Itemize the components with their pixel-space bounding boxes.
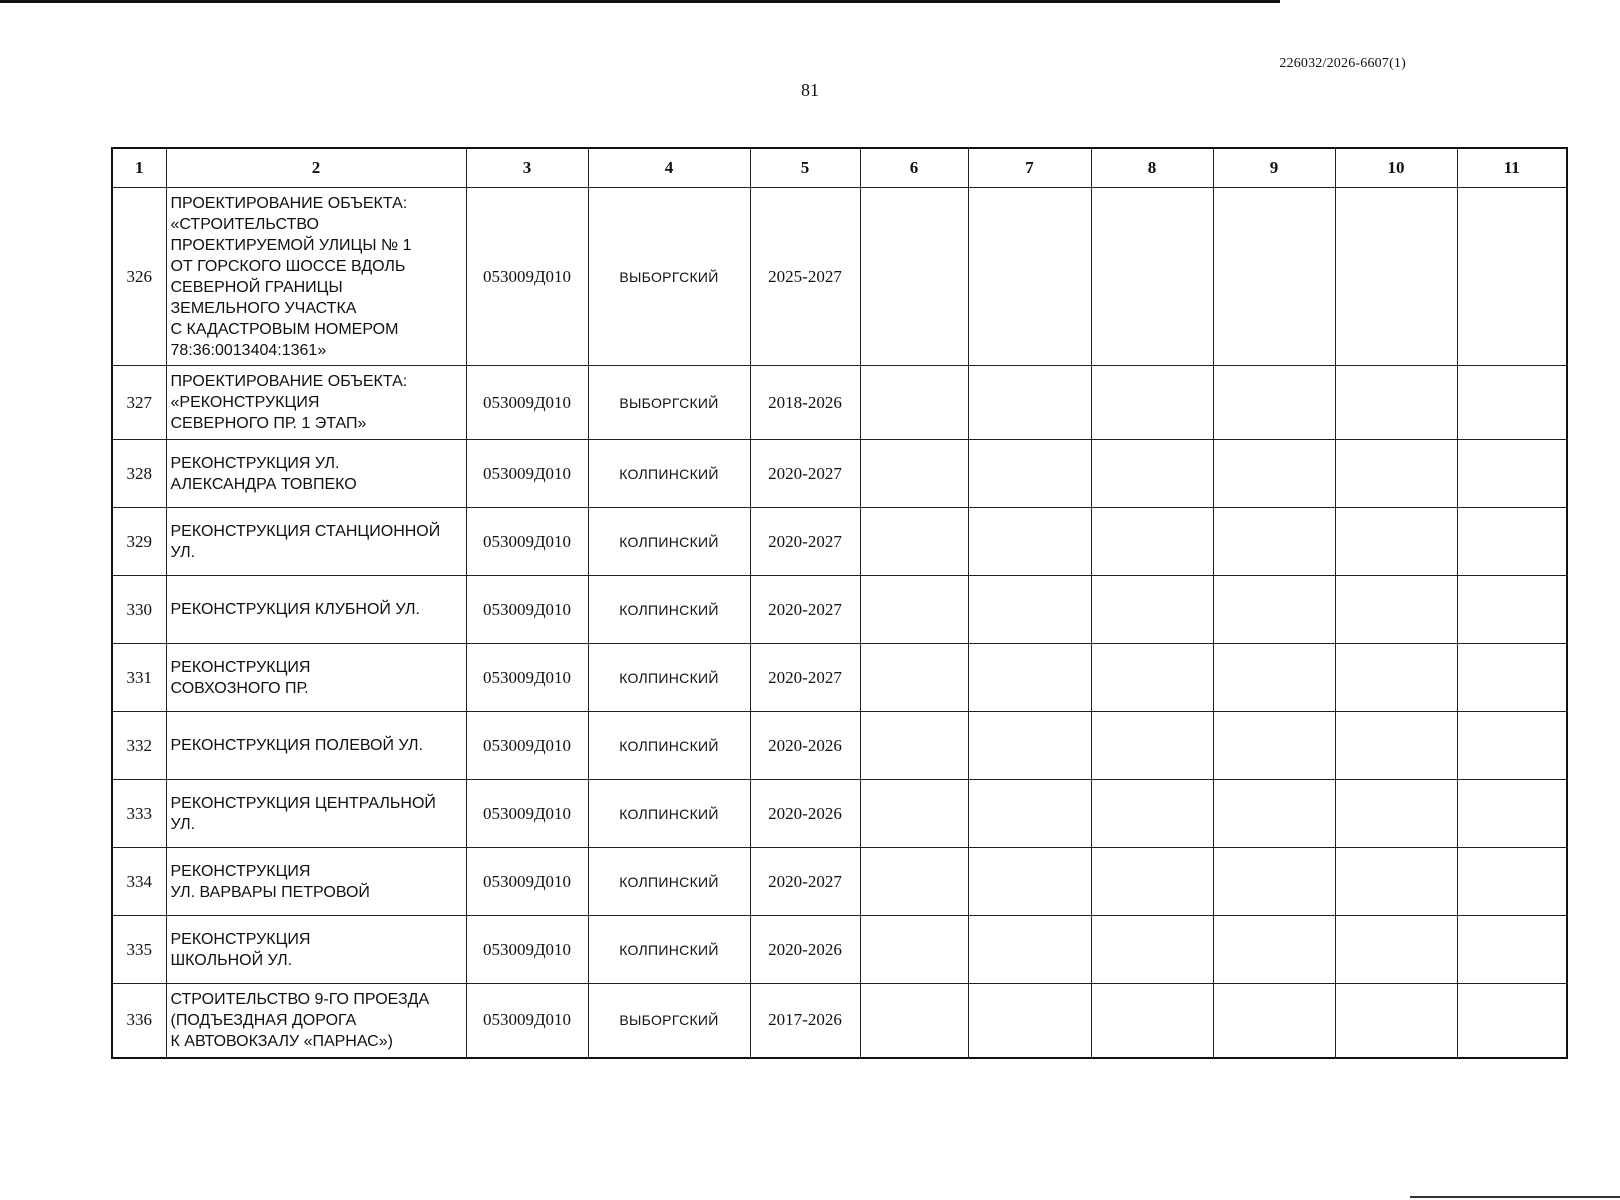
- table-row: [112, 780, 1567, 848]
- header-row: [112, 148, 1567, 188]
- column-header-5: 5: [750, 148, 860, 188]
- empty-cell: [1335, 188, 1457, 366]
- row-number: 331: [112, 644, 166, 712]
- budget-code: 053009Д010: [466, 644, 588, 712]
- empty-cell: [1091, 780, 1213, 848]
- period: 2020-2026: [750, 916, 860, 984]
- empty-cell: [968, 984, 1091, 1058]
- table-row: [112, 576, 1567, 644]
- budget-code: 053009Д010: [466, 508, 588, 576]
- district: КОЛПИНСКИЙ: [588, 576, 750, 644]
- object-name: РЕКОНСТРУКЦИЯ ПОЛЕВОЙ УЛ.: [166, 712, 466, 780]
- column-header-9: 9: [1213, 148, 1335, 188]
- empty-cell: [1457, 508, 1567, 576]
- empty-cell: [1457, 780, 1567, 848]
- row-number: 332: [112, 712, 166, 780]
- empty-cell: [860, 188, 968, 366]
- works-table: [111, 147, 1568, 1059]
- table-row: [112, 916, 1567, 984]
- table-row: [112, 366, 1567, 440]
- empty-cell: [1457, 916, 1567, 984]
- empty-cell: [1213, 366, 1335, 440]
- empty-cell: [1213, 440, 1335, 508]
- object-name: СТРОИТЕЛЬСТВО 9-ГО ПРОЕЗДА (ПОДЪЕЗДНАЯ ДОРОГА К АВТОВОКЗАЛУ «ПАРНАС»): [166, 984, 466, 1058]
- empty-cell: [968, 712, 1091, 780]
- column-header-10: 10: [1335, 148, 1457, 188]
- page-number: 81: [801, 80, 819, 100]
- empty-cell: [860, 366, 968, 440]
- empty-cell: [968, 508, 1091, 576]
- budget-code: 053009Д010: [466, 576, 588, 644]
- empty-cell: [968, 440, 1091, 508]
- period: 2020-2027: [750, 848, 860, 916]
- district: КОЛПИНСКИЙ: [588, 848, 750, 916]
- empty-cell: [1335, 780, 1457, 848]
- row-number: 330: [112, 576, 166, 644]
- budget-code: 053009Д010: [466, 366, 588, 440]
- budget-code: 053009Д010: [466, 984, 588, 1058]
- row-number: 328: [112, 440, 166, 508]
- column-header-11: 11: [1457, 148, 1567, 188]
- empty-cell: [968, 916, 1091, 984]
- empty-cell: [860, 848, 968, 916]
- budget-code: 053009Д010: [466, 780, 588, 848]
- period: 2020-2027: [750, 508, 860, 576]
- district: КОЛПИНСКИЙ: [588, 712, 750, 780]
- column-header-7: 7: [968, 148, 1091, 188]
- empty-cell: [1335, 984, 1457, 1058]
- empty-cell: [968, 576, 1091, 644]
- empty-cell: [968, 848, 1091, 916]
- table-row: [112, 984, 1567, 1058]
- column-header-3: 3: [466, 148, 588, 188]
- empty-cell: [1335, 440, 1457, 508]
- object-name: РЕКОНСТРУКЦИЯ УЛ. АЛЕКСАНДРА ТОВПЕКО: [166, 440, 466, 508]
- period: 2018-2026: [750, 366, 860, 440]
- empty-cell: [860, 440, 968, 508]
- empty-cell: [1091, 508, 1213, 576]
- empty-cell: [1335, 916, 1457, 984]
- period: 2020-2026: [750, 780, 860, 848]
- empty-cell: [1457, 712, 1567, 780]
- empty-cell: [1091, 712, 1213, 780]
- period: 2020-2027: [750, 440, 860, 508]
- document-number: 226032/2026-6607(1): [1279, 56, 1406, 71]
- district: КОЛПИНСКИЙ: [588, 440, 750, 508]
- object-name: ПРОЕКТИРОВАНИЕ ОБЪЕКТА: «РЕКОНСТРУКЦИЯ СЕВЕРНОГО ПР. 1 ЭТАП»: [166, 366, 466, 440]
- table-row: [112, 188, 1567, 366]
- district: КОЛПИНСКИЙ: [588, 916, 750, 984]
- empty-cell: [1091, 188, 1213, 366]
- empty-cell: [1213, 188, 1335, 366]
- empty-cell: [1457, 848, 1567, 916]
- empty-cell: [1213, 712, 1335, 780]
- top-border-line: [0, 0, 1280, 3]
- row-number: 326: [112, 188, 166, 366]
- period: 2025-2027: [750, 188, 860, 366]
- district: ВЫБОРГСКИЙ: [588, 366, 750, 440]
- empty-cell: [860, 712, 968, 780]
- empty-cell: [1091, 916, 1213, 984]
- district: ВЫБОРГСКИЙ: [588, 984, 750, 1058]
- district: КОЛПИНСКИЙ: [588, 508, 750, 576]
- period: 2020-2026: [750, 712, 860, 780]
- empty-cell: [860, 916, 968, 984]
- column-header-1: 1: [112, 148, 166, 188]
- period: 2017-2026: [750, 984, 860, 1058]
- object-name: ПРОЕКТИРОВАНИЕ ОБЪЕКТА: «СТРОИТЕЛЬСТВО ПРОЕКТИРУЕМОЙ УЛИЦЫ № 1 ОТ ГОРСКОГО ШОССЕ ВДОЛЬ СЕВЕРНОЙ ГРАНИЦЫ ЗЕМЕЛЬНОГО УЧАСТКА С КАДАСТРОВЫМ НОМЕРОМ 78:36:0013404:1361»: [166, 188, 466, 366]
- empty-cell: [1213, 916, 1335, 984]
- empty-cell: [1213, 984, 1335, 1058]
- column-header-2: 2: [166, 148, 466, 188]
- empty-cell: [860, 576, 968, 644]
- budget-code: 053009Д010: [466, 188, 588, 366]
- empty-cell: [1457, 644, 1567, 712]
- empty-cell: [860, 780, 968, 848]
- empty-cell: [1213, 848, 1335, 916]
- empty-cell: [968, 188, 1091, 366]
- empty-cell: [1457, 576, 1567, 644]
- empty-cell: [1457, 366, 1567, 440]
- empty-cell: [1091, 576, 1213, 644]
- empty-cell: [1457, 188, 1567, 366]
- object-name: РЕКОНСТРУКЦИЯ ШКОЛЬНОЙ УЛ.: [166, 916, 466, 984]
- column-header-8: 8: [1091, 148, 1213, 188]
- empty-cell: [860, 984, 968, 1058]
- budget-code: 053009Д010: [466, 848, 588, 916]
- row-number: 334: [112, 848, 166, 916]
- bottom-border-line: [1410, 1196, 1620, 1198]
- object-name: РЕКОНСТРУКЦИЯ УЛ. ВАРВАРЫ ПЕТРОВОЙ: [166, 848, 466, 916]
- empty-cell: [1091, 440, 1213, 508]
- empty-cell: [1335, 508, 1457, 576]
- empty-cell: [968, 644, 1091, 712]
- empty-cell: [1213, 576, 1335, 644]
- budget-code: 053009Д010: [466, 440, 588, 508]
- empty-cell: [860, 508, 968, 576]
- empty-cell: [1335, 576, 1457, 644]
- empty-cell: [968, 780, 1091, 848]
- budget-code: 053009Д010: [466, 916, 588, 984]
- empty-cell: [1213, 508, 1335, 576]
- district: ВЫБОРГСКИЙ: [588, 188, 750, 366]
- row-number: 333: [112, 780, 166, 848]
- empty-cell: [1091, 848, 1213, 916]
- empty-cell: [1213, 644, 1335, 712]
- column-header-6: 6: [860, 148, 968, 188]
- empty-cell: [1335, 366, 1457, 440]
- row-number: 336: [112, 984, 166, 1058]
- table-row: [112, 644, 1567, 712]
- row-number: 329: [112, 508, 166, 576]
- empty-cell: [968, 366, 1091, 440]
- object-name: РЕКОНСТРУКЦИЯ КЛУБНОЙ УЛ.: [166, 576, 466, 644]
- object-name: РЕКОНСТРУКЦИЯ СТАНЦИОННОЙ УЛ.: [166, 508, 466, 576]
- budget-code: 053009Д010: [466, 712, 588, 780]
- empty-cell: [1457, 984, 1567, 1058]
- empty-cell: [1335, 712, 1457, 780]
- row-number: 327: [112, 366, 166, 440]
- column-header-4: 4: [588, 148, 750, 188]
- table-row: [112, 712, 1567, 780]
- period: 2020-2027: [750, 644, 860, 712]
- empty-cell: [1457, 440, 1567, 508]
- period: 2020-2027: [750, 576, 860, 644]
- table-row: [112, 440, 1567, 508]
- empty-cell: [860, 644, 968, 712]
- empty-cell: [1091, 644, 1213, 712]
- table-row: [112, 508, 1567, 576]
- empty-cell: [1091, 984, 1213, 1058]
- row-number: 335: [112, 916, 166, 984]
- table-row: [112, 848, 1567, 916]
- district: КОЛПИНСКИЙ: [588, 644, 750, 712]
- empty-cell: [1335, 644, 1457, 712]
- object-name: РЕКОНСТРУКЦИЯ СОВХОЗНОГО ПР.: [166, 644, 466, 712]
- empty-cell: [1213, 780, 1335, 848]
- object-name: РЕКОНСТРУКЦИЯ ЦЕНТРАЛЬНОЙ УЛ.: [166, 780, 466, 848]
- empty-cell: [1091, 366, 1213, 440]
- empty-cell: [1335, 848, 1457, 916]
- district: КОЛПИНСКИЙ: [588, 780, 750, 848]
